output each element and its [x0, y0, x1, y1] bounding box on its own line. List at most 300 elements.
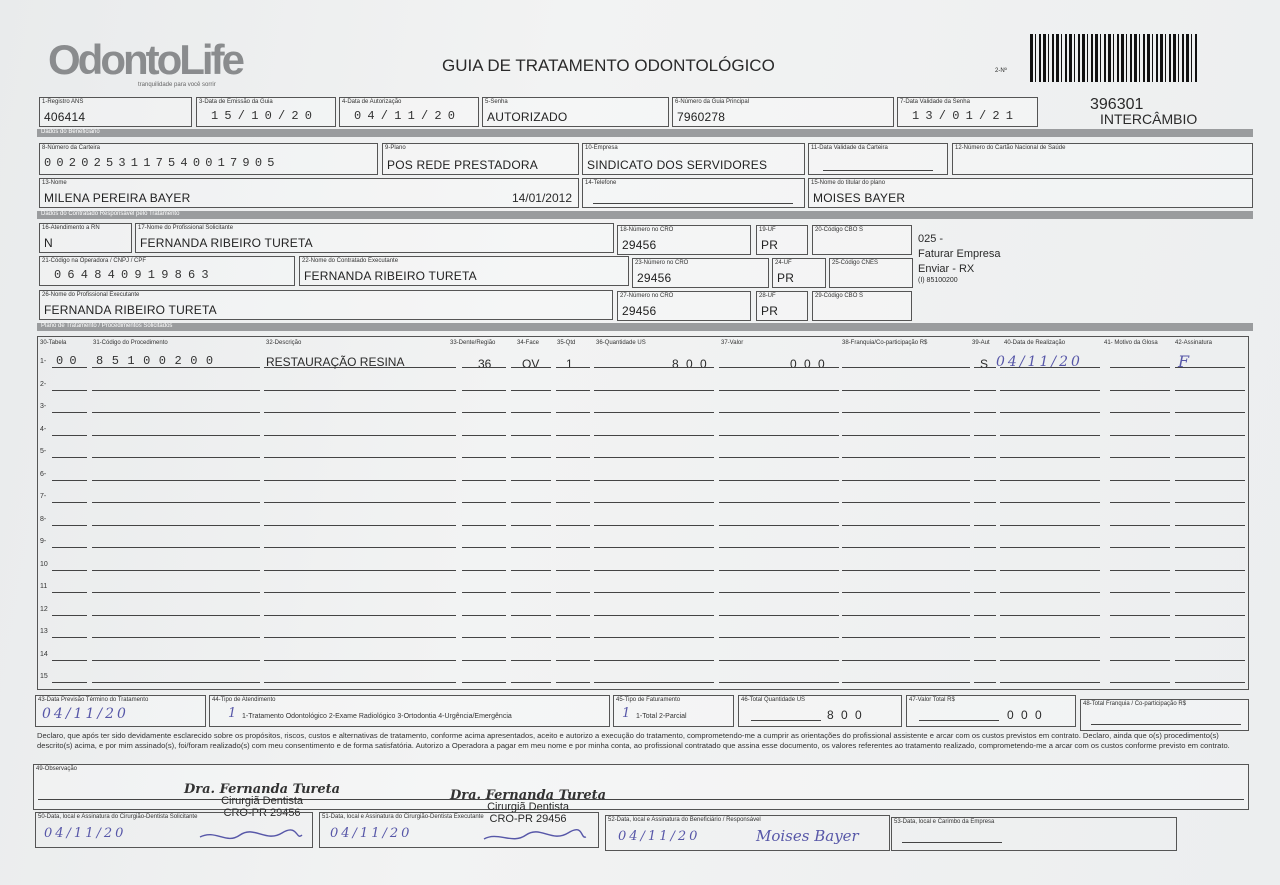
row-cell[interactable]	[1175, 492, 1245, 503]
row-cell[interactable]	[92, 582, 260, 593]
row-cell[interactable]	[842, 380, 970, 391]
row-cell[interactable]	[719, 582, 839, 593]
row-cell[interactable]	[92, 357, 260, 368]
validade-carteira-field[interactable]	[808, 143, 948, 175]
row-cell[interactable]	[974, 515, 996, 526]
row-cell[interactable]	[511, 627, 551, 638]
row-cell[interactable]	[842, 447, 970, 458]
tipo-atend-field[interactable]	[209, 695, 610, 727]
row-cell[interactable]	[719, 492, 839, 503]
row-cell[interactable]	[974, 470, 996, 481]
row-cell[interactable]	[462, 402, 506, 413]
row-cell[interactable]	[1000, 582, 1100, 593]
row-cell[interactable]	[52, 470, 87, 481]
row-cell[interactable]	[1110, 650, 1170, 661]
telefone-field[interactable]	[582, 178, 805, 208]
column-header: 35-Qtd	[557, 340, 576, 346]
carteira-value: 0020253117540017905	[44, 156, 280, 170]
row-cell[interactable]	[92, 605, 260, 616]
sig50-signature	[196, 827, 306, 847]
row-cell[interactable]	[594, 380, 714, 391]
row-cell[interactable]	[594, 492, 714, 503]
row-cell[interactable]	[264, 672, 456, 683]
row-cell[interactable]	[1110, 672, 1170, 683]
sig53-label: 53-Data, local e Carimbo da Empresa	[894, 819, 995, 825]
row-cell[interactable]	[52, 560, 87, 571]
solicitante-field[interactable]	[135, 223, 614, 253]
row-cell[interactable]	[1110, 605, 1170, 616]
cro18-label: 18-Número no CRO	[620, 227, 674, 233]
row-cell[interactable]	[92, 447, 260, 458]
prof-exec-value: FERNANDA RIBEIRO TURETA	[44, 303, 217, 317]
row-cell[interactable]	[52, 537, 87, 548]
row-cell[interactable]	[594, 672, 714, 683]
row-cell[interactable]	[92, 537, 260, 548]
sig50-field[interactable]	[35, 812, 313, 848]
row-cell[interactable]	[842, 425, 970, 436]
total-franquia-blank	[1091, 714, 1241, 725]
cbo20-field[interactable]	[812, 225, 912, 255]
row-cell[interactable]	[264, 447, 456, 458]
row-cell[interactable]	[974, 560, 996, 571]
uf19-field[interactable]	[756, 225, 808, 255]
row-cell[interactable]	[842, 627, 970, 638]
row-cell[interactable]	[1000, 515, 1100, 526]
column-header: 37-Valor	[721, 340, 744, 346]
nome-value: MILENA PEREIRA BAYER	[44, 191, 191, 205]
row-cell[interactable]	[974, 492, 996, 503]
plano-section	[37, 323, 1253, 331]
row-cell[interactable]	[511, 470, 551, 481]
row-cell[interactable]	[1110, 627, 1170, 638]
row-cell[interactable]	[842, 470, 970, 481]
row-cell[interactable]	[511, 537, 551, 548]
row-cell[interactable]	[1000, 672, 1100, 683]
nome-field[interactable]	[39, 178, 579, 208]
tipo-atend-label: 44-Tipo de Atendimento	[212, 697, 276, 703]
row-cell[interactable]	[462, 672, 506, 683]
row-cell[interactable]	[1175, 627, 1245, 638]
row-cell[interactable]	[974, 605, 996, 616]
row-cell[interactable]	[556, 537, 590, 548]
row-cell[interactable]	[511, 447, 551, 458]
row-cell[interactable]	[462, 627, 506, 638]
sig51-label: 51-Data, local e Assinatura do Cirurgião-Dentista Executante	[322, 814, 484, 820]
row-cell[interactable]	[594, 515, 714, 526]
row-cell[interactable]	[92, 492, 260, 503]
cro23-field[interactable]	[632, 258, 769, 288]
row-cell[interactable]	[556, 560, 590, 571]
row-cell[interactable]	[264, 425, 456, 436]
row-cell[interactable]	[556, 447, 590, 458]
plano-value: POS REDE PRESTADORA	[387, 158, 538, 172]
column-header: 42-Assinatura	[1175, 340, 1213, 346]
row-cell[interactable]	[556, 402, 590, 413]
row-cell[interactable]	[719, 380, 839, 391]
carteira-field[interactable]	[39, 143, 378, 175]
cnes-field[interactable]	[829, 258, 913, 288]
row-number: 6-	[40, 470, 47, 478]
row-cell[interactable]	[1000, 560, 1100, 571]
row-cell[interactable]	[556, 672, 590, 683]
empresa-field[interactable]	[582, 143, 805, 175]
row-cell[interactable]	[52, 402, 87, 413]
sig52-signature: Moises Bayer	[756, 827, 859, 845]
row-cell[interactable]	[1110, 470, 1170, 481]
solicitante-label: 17-Nome do Profissional Solicitante	[138, 225, 234, 231]
row-cell[interactable]	[594, 605, 714, 616]
row-cell[interactable]	[511, 515, 551, 526]
row-cell[interactable]	[92, 380, 260, 391]
row-cell[interactable]	[1110, 537, 1170, 548]
sig51-field[interactable]	[319, 812, 599, 848]
row-cell[interactable]	[462, 380, 506, 391]
row-cell[interactable]	[594, 582, 714, 593]
row-cell[interactable]	[842, 402, 970, 413]
observacao-label: 49-Observação	[36, 766, 78, 772]
row-cell[interactable]	[511, 560, 551, 571]
row-cell[interactable]	[462, 447, 506, 458]
row-cell[interactable]	[1000, 380, 1100, 391]
previsao-field[interactable]	[35, 695, 206, 727]
row-cell[interactable]	[1175, 560, 1245, 571]
row-cell[interactable]	[462, 605, 506, 616]
row-cell[interactable]	[974, 582, 996, 593]
row-cell[interactable]	[974, 425, 996, 436]
row-cell[interactable]	[719, 447, 839, 458]
row-cell[interactable]	[52, 357, 87, 368]
uf24-label: 24-UF	[775, 260, 792, 266]
row-cell[interactable]	[264, 402, 456, 413]
row-cell[interactable]	[1175, 515, 1245, 526]
cro27-value: 29456	[622, 304, 657, 318]
operadora-field[interactable]	[39, 256, 295, 286]
row-cell[interactable]	[974, 357, 996, 368]
row-cell[interactable]	[1110, 515, 1170, 526]
row-cell[interactable]	[974, 402, 996, 413]
row-cell[interactable]	[1000, 425, 1100, 436]
row-cell[interactable]	[264, 605, 456, 616]
contratado-section	[37, 211, 1253, 219]
row-cell[interactable]	[719, 357, 839, 368]
row-cell[interactable]	[842, 650, 970, 661]
row-cell[interactable]	[719, 627, 839, 638]
nome-label: 13-Nome	[42, 180, 67, 186]
row-cell[interactable]	[92, 672, 260, 683]
prof-exec-label: 26-Nome do Profissional Executante	[42, 292, 140, 298]
row-cell[interactable]	[1000, 357, 1100, 368]
row-cell[interactable]	[719, 402, 839, 413]
row-cell[interactable]	[594, 402, 714, 413]
row-cell[interactable]	[52, 650, 87, 661]
row-cell[interactable]	[842, 537, 970, 548]
guia-principal-field[interactable]	[672, 97, 894, 127]
contratado-section-label: Dados do Contratado Responsável pelo Tratamento	[41, 211, 180, 217]
row-cell[interactable]	[594, 357, 714, 368]
valor-total-label: 47-Valor Total R$	[909, 697, 955, 703]
titular-field[interactable]	[808, 178, 1253, 208]
total-franquia-label: 48-Total Franquia / Co-participação R$	[1083, 701, 1187, 707]
row-cell[interactable]	[264, 560, 456, 571]
row-cell[interactable]	[556, 470, 590, 481]
row-cell[interactable]	[1000, 627, 1100, 638]
row-number: 8-	[40, 515, 47, 523]
row-cell[interactable]	[594, 650, 714, 661]
row-cell[interactable]	[462, 492, 506, 503]
document-title: GUIA DE TRATAMENTO ODONTOLÓGICO	[442, 56, 775, 75]
guia-principal-label: 6-Número da Guia Principal	[675, 99, 750, 105]
row-number: 4-	[40, 425, 47, 433]
cro18-field[interactable]	[617, 225, 751, 255]
row-cell[interactable]	[1000, 492, 1100, 503]
titular-label: 15-Nome do titular do plano	[811, 180, 886, 186]
row-cell[interactable]	[1110, 425, 1170, 436]
row-cell[interactable]	[1175, 672, 1245, 683]
row-cell[interactable]	[974, 380, 996, 391]
row-cell[interactable]	[462, 515, 506, 526]
row-cell[interactable]	[52, 672, 87, 683]
row-cell[interactable]	[511, 492, 551, 503]
cro18-value: 29456	[622, 238, 657, 252]
row-cell[interactable]	[92, 425, 260, 436]
row-cell[interactable]	[511, 357, 551, 368]
column-header: 36-Quantidade US	[596, 340, 646, 346]
valor-total-field[interactable]	[906, 695, 1076, 727]
row-cell[interactable]	[462, 582, 506, 593]
rn-field[interactable]	[39, 223, 132, 253]
tipo-fat-value: 1	[622, 706, 631, 721]
emissao-value: 15/10/20	[211, 109, 319, 123]
row-cell[interactable]	[264, 582, 456, 593]
row-cell[interactable]	[1175, 605, 1245, 616]
row-cell[interactable]	[52, 492, 87, 503]
row-cell[interactable]	[556, 515, 590, 526]
row-cell[interactable]	[511, 380, 551, 391]
solicitante-value: FERNANDA RIBEIRO TURETA	[140, 236, 313, 250]
beneficiario-section	[37, 129, 1253, 137]
row-cell[interactable]	[1175, 447, 1245, 458]
column-header: 41- Motivo da Glosa	[1104, 340, 1158, 346]
row-cell[interactable]	[92, 470, 260, 481]
row-cell[interactable]	[594, 560, 714, 571]
row-cell[interactable]	[594, 537, 714, 548]
row-cell[interactable]	[594, 447, 714, 458]
row-cell[interactable]	[1110, 357, 1170, 368]
row-cell[interactable]	[462, 357, 506, 368]
cns-label: 12-Número do Cartão Nacional de Saúde	[955, 145, 1066, 151]
billing-note-line3: Enviar - RX	[918, 263, 975, 275]
row-cell[interactable]	[511, 402, 551, 413]
row-cell[interactable]	[264, 537, 456, 548]
row-cell[interactable]	[52, 582, 87, 593]
row-cell[interactable]	[842, 515, 970, 526]
row-cell[interactable]	[92, 402, 260, 413]
cns-field[interactable]	[952, 143, 1253, 175]
sig50-date: 04/11/20	[44, 826, 127, 841]
row-cell[interactable]	[92, 560, 260, 571]
uf28-field[interactable]	[756, 291, 808, 321]
row-cell[interactable]	[264, 380, 456, 391]
row1-descricao: RESTAURAÇÃO RESINA	[266, 355, 405, 369]
row-cell[interactable]	[1000, 605, 1100, 616]
stamp2-role: Cirurgiã Dentista	[487, 801, 569, 813]
cbo29-field[interactable]	[812, 291, 912, 321]
column-header: 32-Descrição	[266, 340, 302, 346]
uf19-label: 19-UF	[759, 227, 776, 233]
row-cell[interactable]	[556, 650, 590, 661]
row-cell[interactable]	[1110, 582, 1170, 593]
row-cell[interactable]	[511, 582, 551, 593]
plano-field[interactable]	[382, 143, 579, 175]
validade-senha-field[interactable]	[897, 97, 1038, 127]
row-cell[interactable]	[1000, 447, 1100, 458]
carteira-label: 8-Número da Carteira	[42, 145, 101, 151]
row-cell[interactable]	[974, 447, 996, 458]
row-cell[interactable]	[462, 537, 506, 548]
row-cell[interactable]	[842, 582, 970, 593]
row-cell[interactable]	[1000, 537, 1100, 548]
senha-field[interactable]	[482, 97, 669, 127]
row-cell[interactable]	[264, 627, 456, 638]
total-us-value: 8 0 0	[827, 708, 864, 722]
cnes-label: 25-Código CNES	[832, 260, 879, 266]
column-header: 38-Franquia/Co-participação R$	[842, 340, 928, 346]
executante-field[interactable]	[299, 256, 629, 286]
row-cell[interactable]	[719, 515, 839, 526]
row-cell[interactable]	[1110, 492, 1170, 503]
row-cell[interactable]	[719, 650, 839, 661]
row-cell[interactable]	[264, 470, 456, 481]
registro-ans-field[interactable]	[39, 97, 192, 127]
row-cell[interactable]	[511, 650, 551, 661]
row-cell[interactable]	[1000, 402, 1100, 413]
row-cell[interactable]	[52, 380, 87, 391]
stamp1-cro: CRO-PR 29456	[223, 807, 301, 819]
row-cell[interactable]	[556, 582, 590, 593]
tipo-atend-options: 1-Tratamento Odontológico 2-Exame Radiológico 3-Ortodontia 4-Urgência/Emergência	[242, 713, 512, 720]
row-cell[interactable]	[556, 380, 590, 391]
row-cell[interactable]	[52, 425, 87, 436]
sig53-field[interactable]	[891, 817, 1177, 851]
row-cell[interactable]	[264, 492, 456, 503]
row-cell[interactable]	[719, 537, 839, 548]
row-cell[interactable]	[974, 627, 996, 638]
row-cell[interactable]	[594, 425, 714, 436]
total-franquia-field[interactable]	[1080, 699, 1249, 731]
row-cell[interactable]	[1000, 650, 1100, 661]
row-cell[interactable]	[511, 672, 551, 683]
row-cell[interactable]	[1110, 447, 1170, 458]
autorizacao-label: 4-Data de Autorização	[342, 99, 402, 105]
cro27-field[interactable]	[617, 291, 751, 321]
row-cell[interactable]	[556, 425, 590, 436]
row-cell[interactable]	[1110, 402, 1170, 413]
total-us-field[interactable]	[738, 695, 902, 727]
prof-exec-field[interactable]	[39, 290, 613, 320]
sig51-signature	[480, 827, 590, 847]
row-cell[interactable]	[556, 357, 590, 368]
row-cell[interactable]	[462, 470, 506, 481]
row-cell[interactable]	[1110, 560, 1170, 571]
row-cell[interactable]	[842, 605, 970, 616]
row-cell[interactable]	[264, 515, 456, 526]
row-cell[interactable]	[92, 627, 260, 638]
row-cell[interactable]	[842, 560, 970, 571]
row-cell[interactable]	[842, 357, 970, 368]
row1-qtd: 1	[566, 357, 573, 371]
row-cell[interactable]	[1000, 470, 1100, 481]
row-cell[interactable]	[264, 357, 456, 368]
row-cell[interactable]	[719, 672, 839, 683]
sig52-field[interactable]	[605, 815, 890, 851]
operadora-label: 21-Código na Operadora / CNPJ / CPF	[42, 258, 147, 264]
cbo20-label: 20-Código CBO S	[815, 227, 864, 233]
row-cell[interactable]	[511, 425, 551, 436]
guide-number: 396301	[1090, 96, 1144, 113]
row-cell[interactable]	[92, 515, 260, 526]
empresa-value: SINDICATO DOS SERVIDORES	[587, 158, 768, 172]
tipo-fat-field[interactable]	[613, 695, 734, 727]
row-cell[interactable]	[1175, 357, 1245, 368]
row-cell[interactable]	[719, 560, 839, 571]
row-cell[interactable]	[1175, 425, 1245, 436]
row-cell[interactable]	[1110, 380, 1170, 391]
row-cell[interactable]	[92, 650, 260, 661]
operadora-value: 064840919863	[54, 268, 215, 282]
row-cell[interactable]	[511, 605, 551, 616]
row-cell[interactable]	[52, 447, 87, 458]
row-cell[interactable]	[974, 672, 996, 683]
row-cell[interactable]	[52, 515, 87, 526]
row-cell[interactable]	[719, 605, 839, 616]
registro-ans-label: 1-Registro ANS	[42, 99, 84, 105]
row-cell[interactable]	[462, 650, 506, 661]
row-cell[interactable]	[264, 650, 456, 661]
row-cell[interactable]	[719, 425, 839, 436]
row-cell[interactable]	[556, 627, 590, 638]
row-cell[interactable]	[1175, 470, 1245, 481]
row-cell[interactable]	[719, 470, 839, 481]
row-cell[interactable]	[462, 425, 506, 436]
row-cell[interactable]	[556, 492, 590, 503]
row-cell[interactable]	[1175, 380, 1245, 391]
billing-note-line4: (I) 85100200	[918, 277, 958, 284]
autorizacao-field[interactable]	[339, 97, 479, 127]
row-cell[interactable]	[52, 627, 87, 638]
row-cell[interactable]	[1175, 650, 1245, 661]
billing-note	[918, 232, 1001, 285]
tipo-atend-value: 1	[228, 706, 237, 721]
row-cell[interactable]	[842, 672, 970, 683]
row-cell[interactable]	[1175, 402, 1245, 413]
row-cell[interactable]	[1175, 582, 1245, 593]
total-us-blank	[751, 710, 821, 721]
row-cell[interactable]	[556, 605, 590, 616]
row-cell[interactable]	[52, 605, 87, 616]
row-cell[interactable]	[842, 492, 970, 503]
emissao-field[interactable]	[196, 97, 336, 127]
row1-qtd-us: 8 0 0	[672, 357, 709, 371]
row-cell[interactable]	[594, 470, 714, 481]
row-cell[interactable]	[1175, 537, 1245, 548]
column-header: 39-Aut	[972, 340, 990, 346]
row-cell[interactable]	[594, 627, 714, 638]
valor-total-blank	[919, 710, 999, 721]
uf24-field[interactable]	[772, 258, 826, 288]
row-cell[interactable]	[974, 537, 996, 548]
row-cell[interactable]	[974, 650, 996, 661]
row-cell[interactable]	[462, 560, 506, 571]
